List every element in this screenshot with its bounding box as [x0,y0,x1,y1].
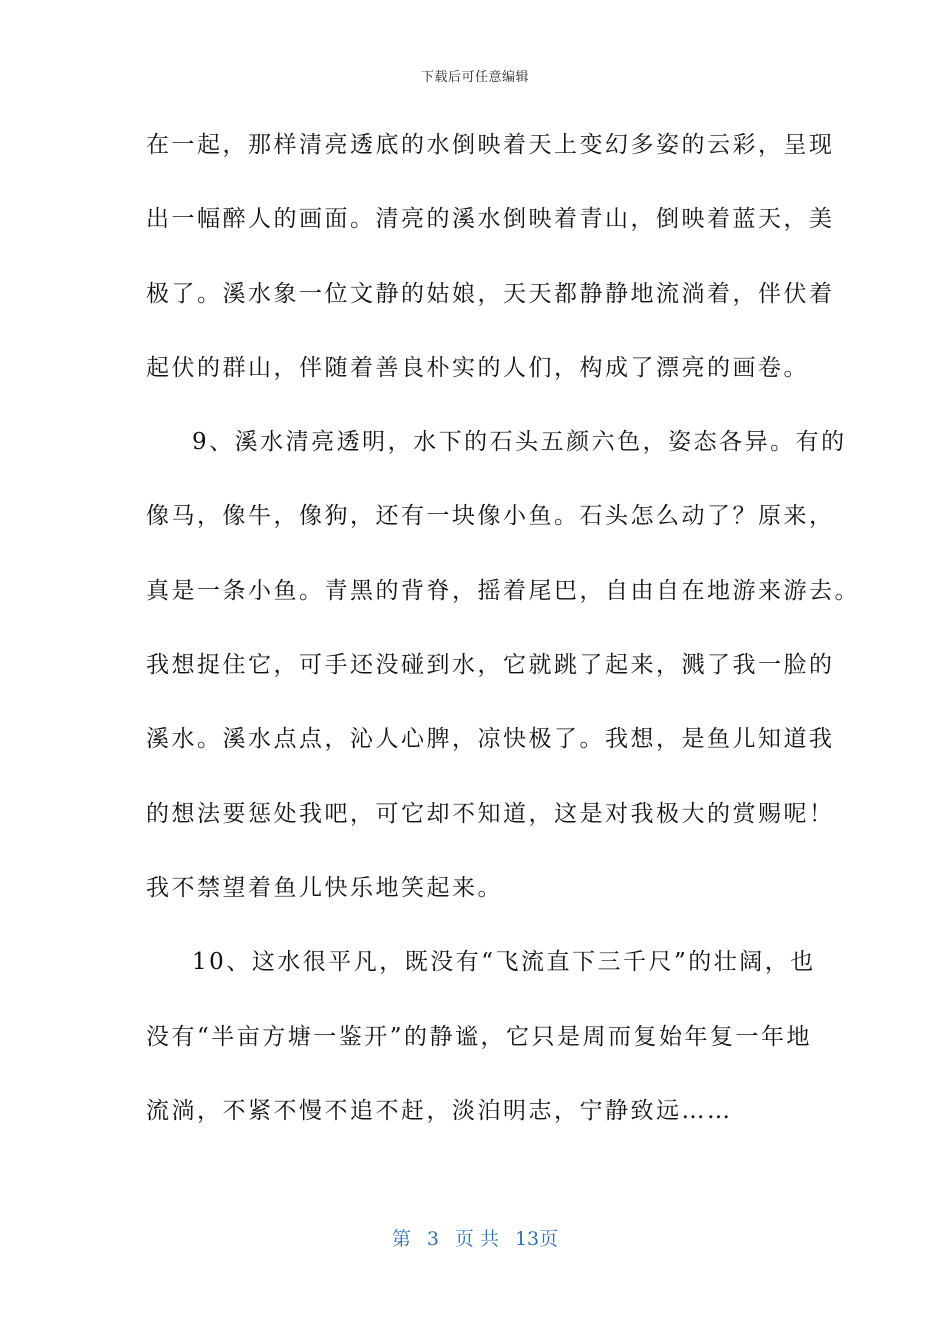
text-line: 起伏的群山，伴随着善良朴实的人们，构成了漂亮的画卷。 [146,354,809,381]
text-line: 在一起，那样清亮透底的水倒映着天上变幻多姿的云彩，呈现 [146,132,835,158]
text-line: 极了。溪水象一位文静的姑娘，天天都静静地流淌着，伴伏着 [146,280,835,307]
paragraph-start-line: 9、溪水清亮透明，水下的石头五颜六色，姿态各异。有的 [192,429,847,456]
text-line: 溪水。溪水点点，沁人心脾，凉快极了。我想，是鱼儿知道我 [146,726,835,753]
page-label-prefix: 第 [391,1228,411,1250]
page-label-suffix: 页 [539,1228,559,1250]
text-line: 出一幅醉人的画面。清亮的溪水倒映着青山，倒映着蓝天，美 [146,206,835,233]
text-line: 像马，像牛，像狗，还有一块像小鱼。石头怎么动了？原来， [146,503,835,530]
text-line: 的想法要惩处我吧，可它却不知道，这是对我极大的赏赐呢！ [146,800,835,827]
page-header: 下载后可任意编辑 [420,70,529,85]
page-footer [0,1224,950,1251]
total-page-number: 13 [514,1228,540,1250]
text-line: 没有“半亩方塘一鉴开”的静谧，它只是周而复始年复一年地 [146,1023,813,1050]
paragraph-start-line: 10、这水很平凡，既没有“飞流直下三千尺”的壮阔，也 [192,949,816,976]
current-page-number: 3 [426,1228,439,1250]
text-line: 流淌，不紧不慢不追不赶，淡泊明志，宁静致远…… [146,1097,733,1124]
text-line: 我不禁望着鱼儿快乐地笑起来。 [146,874,503,901]
document-body [146,123,860,1163]
page-label-middle: 页 共 [454,1228,499,1250]
text-line: 我想捉住它，可手还没碰到水，它就跳了起来，溅了我一脸的 [146,652,835,679]
text-line: 真是一条小鱼。青黑的背脊，摇着尾巴，自由自在地游来游去。 [146,577,860,604]
